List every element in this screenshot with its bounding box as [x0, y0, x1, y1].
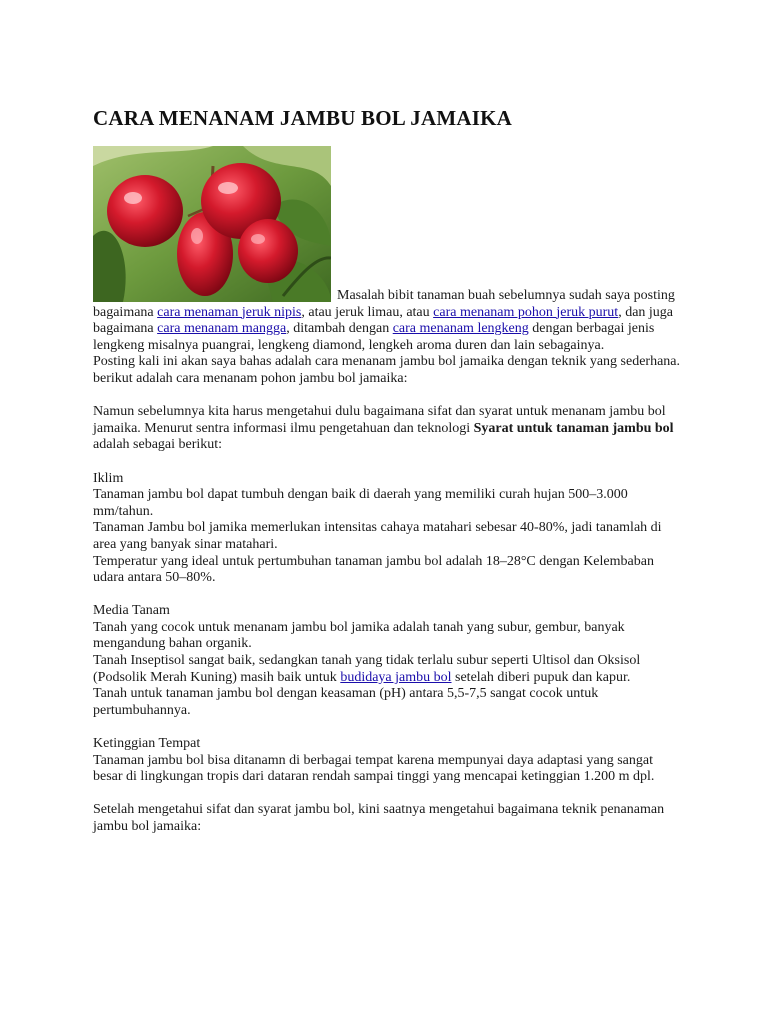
media-line-1: Tanah yang cocok untuk menanam jambu bol jamika adalah tanah yang subur, gembur, banyak mengandung bahan organik.	[93, 619, 625, 652]
link-budidaya-jambu-bol[interactable]: budidaya jambu bol	[340, 669, 452, 685]
intro-text-1: Masalah bibit tanaman buah sebelumnya sudah saya posting bagaimana	[93, 288, 675, 320]
syarat-bold: Syarat untuk tanaman jambu bol	[473, 420, 674, 436]
iklim-line-2: Tanaman Jambu bol jamika memerlukan intensitas cahaya matahari sebesar 40-80%, jadi tanamlah di area yang banyak sinar matahari.	[93, 520, 662, 552]
syarat-paragraph	[93, 404, 683, 454]
syarat-text-2: adalah sebagai berikut:	[93, 437, 223, 453]
intro-text-5: dengan berbagai jenis lengkeng misalnya puangrai, lengkeng diamond, lengkeh aroma duren dan lain sebagainya.	[93, 321, 655, 353]
ketinggian-heading: Ketinggian Tempat	[93, 736, 201, 752]
media-line-2	[93, 653, 683, 686]
closing-paragraph: Setelah mengetahui sifat dan syarat jambu bol, kini saatnya mengetahui bagaimana teknik penanaman jambu bol jamaika:	[93, 802, 665, 834]
jambu-bol-photo	[93, 146, 331, 302]
article-body	[93, 288, 683, 836]
posting-paragraph: Posting kali ini akan saya bahas adalah cara menanam jambu bol jamaika dengan teknik yang sederhana. berikut adalah cara menanam pohon jambu bol jamaika:	[93, 354, 681, 386]
page-title: CARA MENANAM JAMBU BOL JAMAIKA	[93, 106, 512, 130]
link-lengkeng[interactable]: cara menanam lengkeng	[392, 321, 529, 337]
media-text-2a: Tanah Inseptisol sangat baik, sedangkan tanah yang tidak terlalu subur seperti Ultisol dan Oksisol (Podsolik Merah Kuning) masih baik untuk	[93, 653, 641, 685]
ketinggian-line-1: Tanaman jambu bol bisa ditanamn di berbagai tempat karena mempunyai daya adaptasi yang sangat besar di lingkungan tropis dari dataran rendah sampai tinggi yang mencapai ketinggian 1.200 m dpl.	[93, 752, 655, 785]
syarat-text-1: Namun sebelumnya kita harus mengetahui dulu bagaimana sifat dan syarat untuk menanam jambu bol jamaika. Menurut sentra informasi ilmu pengetahuan dan teknologi	[93, 404, 666, 436]
intro-paragraph	[93, 288, 683, 354]
link-mangga[interactable]: cara menanam mangga	[157, 321, 287, 337]
link-jeruk-purut[interactable]: cara menanam pohon jeruk purut	[433, 304, 619, 320]
iklim-heading: Iklim	[93, 470, 124, 486]
media-line-3: Tanah untuk tanaman jambu bol dengan keasaman (pH) antara 5,5-7,5 sangat cocok untuk pertumbuhannya.	[93, 686, 599, 718]
media-heading: Media Tanam	[93, 603, 170, 619]
link-jeruk-nipis[interactable]: cara menaman jeruk nipis	[157, 304, 302, 320]
intro-text-2: , atau jeruk limau, atau	[301, 304, 434, 320]
media-text-2b: setelah diberi pupuk dan kapur.	[451, 669, 631, 685]
iklim-line-3: Temperatur yang ideal untuk pertumbuhan tanaman jambu bol adalah 18–28°C dengan Kelembaban udara antara 50–80%.	[93, 553, 654, 586]
intro-text-3: , dan juga bagaimana	[93, 304, 674, 337]
intro-text-4: , ditambah dengan	[286, 321, 393, 337]
iklim-line-1: Tanaman jambu bol dapat tumbuh dengan baik di daerah yang memiliki curah hujan 500–3.000 mm/tahun.	[93, 487, 628, 519]
